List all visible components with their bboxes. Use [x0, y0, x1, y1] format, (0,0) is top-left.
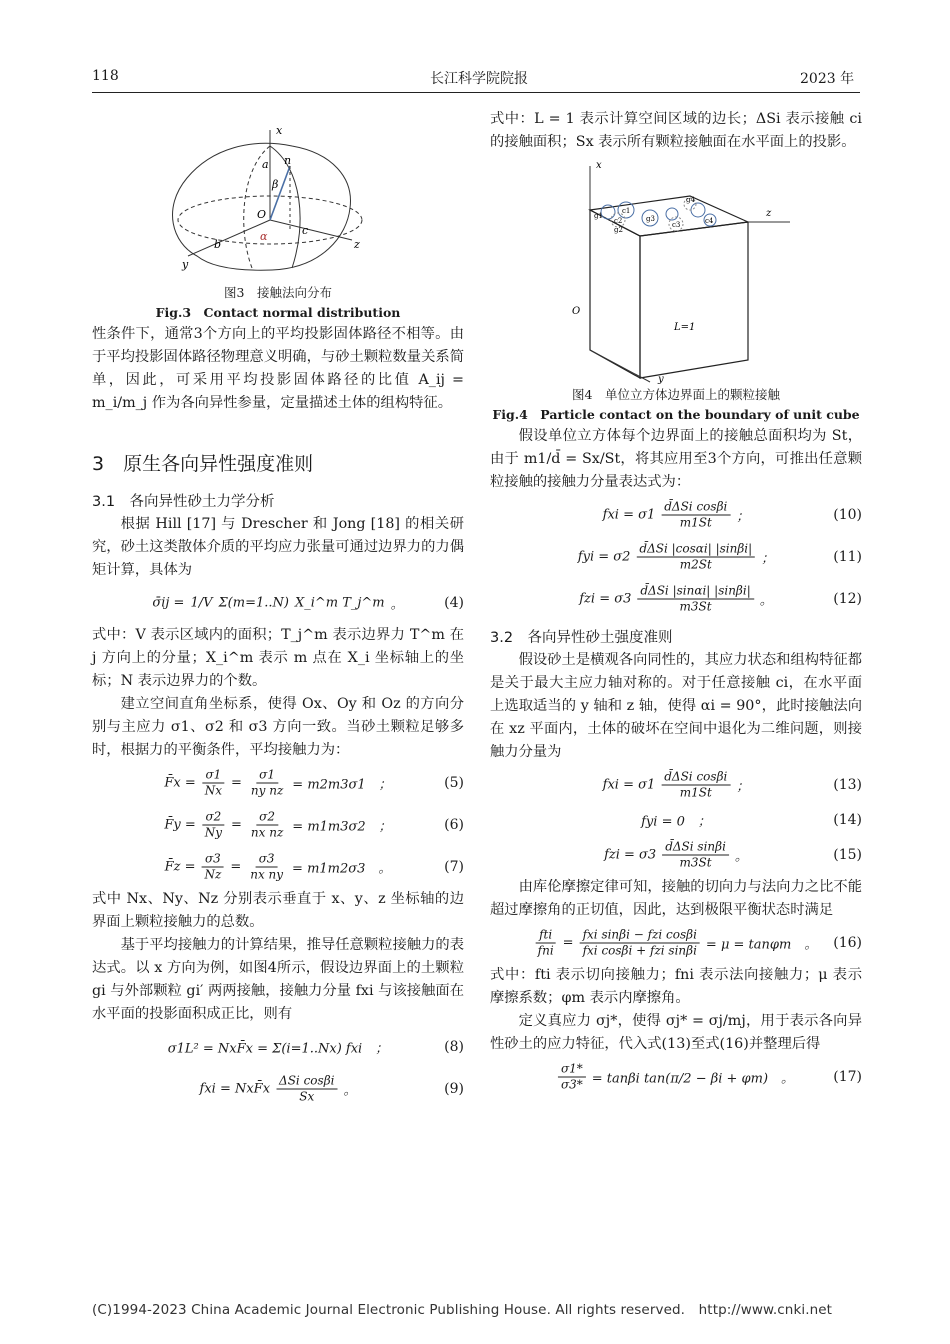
eq4-coef: 1/V: [190, 595, 213, 611]
eq7-lhs: F̄z =: [164, 859, 196, 875]
fig4-g1: g1: [594, 212, 603, 220]
eq6-lhs: F̄y =: [164, 817, 196, 833]
eq17-frac-num: σ1*: [558, 1062, 586, 1078]
eq7-rhs: = m1m2σ3 。: [292, 861, 392, 877]
left-column: [92, 108, 464, 1110]
fig4-c4: c4: [705, 217, 714, 225]
eq15-frac-den: m3St: [679, 855, 712, 870]
eq16-number: (16): [833, 935, 862, 951]
figure-3-caption-en: Fig.3 Contact normal distribution: [155, 305, 401, 320]
figure-3-caption-cn: 图3 接触法向分布: [224, 285, 332, 300]
fig4-origin: O: [572, 306, 581, 317]
eq13-frac-num: d̄ΔSi cosβi: [661, 770, 730, 786]
eq9-number: (9): [444, 1081, 464, 1097]
right-paragraph-4: 由库伦摩擦定律可知，接触的切向力与法向力之比不能超过摩擦角的正切值，因此，达到极限平衡状态时满足: [490, 879, 862, 918]
fig3-label-b: b: [214, 238, 222, 251]
eq12-number: (12): [833, 591, 862, 607]
eq13-frac-den: m1St: [679, 785, 712, 800]
eq10-end: ；: [736, 509, 750, 525]
contact-normal-diagram: [92, 108, 464, 283]
fig3-axis-x: x: [276, 124, 283, 137]
eq12-lhs: fzi = σ3: [579, 591, 632, 607]
header-rule: [92, 92, 860, 93]
fig4-g2: g2: [614, 226, 623, 234]
fig4-c3: c3: [672, 221, 681, 229]
eq4-sum: Σ(m=1..N): [218, 595, 289, 611]
equation-15: [490, 834, 862, 876]
eq4-end: 。: [390, 597, 404, 613]
eq7-f1-den: Nz: [204, 867, 222, 882]
unit-cube-diagram: [490, 160, 862, 385]
journal-title: 长江科学院院报: [430, 71, 528, 87]
eq15-lhs: fzi = σ3: [604, 847, 657, 863]
eq13-end: ；: [736, 779, 750, 795]
eq5-lhs: F̄x =: [164, 775, 196, 791]
equation-6: F̄y = $\frac{\sigma 2}{Ny}$ = $\frac{\sigma 2}{\text{nx nz}}$ = m1m3σ2 ； (6): [164, 809, 464, 840]
equation-16: $\frac{\text{fti}}{\text{fni}}$ = $\frac{\text{fxi sinβi − fzi cosβi}}{\text{fxi cosβi + fzi sinβi}}$ = μ = tanφm 。 (16): [490, 922, 862, 964]
eq5-number: (5): [444, 775, 464, 791]
eq16-f2-den: fxi cosβi + fzi sinβi: [582, 943, 697, 958]
left-paragraph-4: 建立空间直角坐标系，使得 Ox、Oy 和 Oz 的方向分别与主应力 σ1、σ2 和 σ3 方向一致。当砂土颗粒足够多时，根据力的平衡条件，平均接触力为：: [92, 696, 464, 758]
eq15-frac-num: d̄ΔSi sinβi: [662, 840, 729, 856]
left-paragraph-3: 式中：V 表示区域内的面积；T_j^m 表示边界力 T^m 在 j 方向上的分量；X_i^m 表示 m 点在 X_i 坐标轴上的坐标；N 表示边界力的个数。: [92, 627, 464, 689]
right-paragraph-1: 式中：L = 1 表示计算空间区域的边长；ΔSi 表示接触 ci 的接触面积；Sx 表示所有颗粒接触面在水平面上的投影。: [490, 111, 862, 150]
left-paragraph-5: 式中 Nx、Ny、Nz 分别表示垂直于 x、y、z 坐标轴的边界面上颗粒接触力的总数。: [92, 891, 464, 930]
fig4-c1: c1: [622, 207, 631, 215]
page-number: 118: [92, 68, 119, 84]
fig4-c2: c2: [614, 217, 623, 225]
copyright-footer: (C)1994-2023 China Academic Journal Electronic Publishing House. All rights reserved. http://www.cnki.net: [92, 1302, 833, 1318]
eq6-f1-num: σ2: [202, 810, 224, 826]
fig3-label-a: a: [262, 158, 269, 171]
year: 2023 年: [800, 71, 855, 87]
eq12-frac-den: m3St: [679, 599, 712, 614]
fig4-g4: g4: [686, 196, 695, 204]
fig3-label-n: n: [284, 154, 292, 167]
figure-3: [92, 108, 464, 283]
eq15-number: (15): [833, 847, 862, 863]
eq4-number: (4): [444, 595, 464, 611]
eq4-lhs: σ̄ij =: [152, 595, 185, 611]
figure-4-caption-cn: 图4 单位立方体边界面上的颗粒接触: [572, 387, 780, 402]
eq5-f1-den: Nx: [204, 783, 223, 798]
right-paragraph-5: 式中：fti 表示切向接触力；fni 表示法向接触力；μ 表示摩擦系数；φm 表示内摩擦角。: [490, 967, 862, 1006]
eq10-number: (10): [833, 507, 862, 523]
right-column: [490, 108, 862, 1098]
fig4-edge-length: L=1: [674, 322, 696, 333]
eq15-end: 。: [734, 849, 748, 865]
equation-10: [490, 494, 862, 536]
eq9-num-bottom: Sx: [299, 1089, 315, 1104]
eq5-f2-num: σ1: [256, 768, 278, 784]
eq11-end: ；: [761, 551, 775, 567]
eq7-f1-num: σ3: [202, 852, 224, 868]
fig3-label-c: c: [302, 224, 309, 237]
eq12-frac-num: d̄ΔSi |sinαi| |sinβi|: [637, 584, 753, 600]
eq6-f2-den: nx nz: [250, 825, 284, 840]
eq17-number: (17): [833, 1069, 862, 1085]
eq10-lhs: fxi = σ1: [602, 507, 656, 523]
figure-4-caption-en: Fig.4 Particle contact on the boundary of unit cube: [492, 407, 860, 422]
eq16-f1-den: fni: [537, 943, 554, 958]
eq17-rhs: = tanβi tan(π/2 − βi + φm) 。: [591, 1071, 795, 1087]
eq10-frac-num: d̄ΔSi cosβi: [661, 500, 730, 516]
fig4-axis-x: x: [596, 160, 602, 171]
eq5-rhs: = m2m3σ1 ；: [292, 777, 392, 793]
eq14-body: fyi = 0 ；: [641, 814, 711, 830]
subsection-3-2-heading: 3.2 各向异性砂土强度准则: [490, 630, 673, 646]
equation-17: [490, 1056, 862, 1098]
eq6-f1-den: Ny: [204, 825, 223, 840]
fig3-label-alpha: α: [260, 230, 268, 243]
left-paragraph-2: 根据 Hill [17] 与 Drescher 和 Jong [18] 的相关研究，砂土这类散体介质的平均应力张量可通过边界力的力偶矩计算，具体为: [92, 516, 464, 578]
fig4-axis-y: y: [658, 374, 664, 385]
equation-4: [92, 582, 464, 624]
equation-7: F̄z = $\frac{\sigma 3}{Nz}$ = $\frac{\sigma 3}{\text{nx ny}}$ = m1m2σ3 。 (7): [164, 851, 464, 882]
left-paragraph-1: 性条件下，通常3个方向上的平均投影固体路径不相等。由于平均投影固体路径物理意义明确，与砂土颗粒数量关系简单，因此，可采用平均投影固体路径的比值 A_ij = m_i/m_j 作为各向异性参量，定量描述土体的组构特征。: [92, 326, 464, 411]
equation-11: [490, 536, 862, 578]
eq4-term: X_i^m T_j^m: [294, 595, 385, 611]
eq5-f1-num: σ1: [202, 768, 224, 784]
eq6-rhs: = m1m3σ2 ；: [292, 819, 392, 835]
equation-12: [490, 578, 862, 620]
fig3-label-beta: β: [272, 178, 279, 191]
eq9-end: 。: [343, 1083, 357, 1099]
fig3-label-o: O: [257, 208, 267, 221]
eq9-num-top: ΔSi cosβi: [276, 1074, 337, 1090]
fig3-axis-y: y: [182, 258, 189, 271]
fig3-axis-z: z: [354, 238, 360, 251]
eq5-f2-den: ny nz: [250, 783, 284, 798]
eq13-lhs: fxi = σ1: [602, 777, 656, 793]
section-3-heading: 3 原生各向异性强度准则: [92, 453, 314, 475]
eq7-number: (7): [444, 859, 464, 875]
equation-8: [92, 1026, 464, 1068]
eq8-number: (8): [444, 1039, 464, 1055]
right-paragraph-2: 假设单位立方体每个边界面上的接触总面积均为 St，由于 m1/d̄ = Sx/St，将其应用至3个方向，可推出任意颗粒接触的接触力分量表达式为：: [490, 428, 862, 490]
figure-4: [490, 160, 862, 385]
eq11-lhs: fyi = σ2: [577, 549, 631, 565]
eq6-number: (6): [444, 817, 464, 833]
eq16-f2-num: fxi sinβi − fzi cosβi: [580, 928, 700, 944]
equation-14: [490, 806, 862, 834]
eq9-lhs: fxi = NxF̄x: [199, 1081, 271, 1097]
equation-5: F̄x = $\frac{\sigma 1}{Nx}$ = $\frac{\sigma 1}{\text{ny nz}}$ = m2m3σ1 ； (5): [164, 767, 464, 798]
equation-13: [490, 764, 862, 806]
fig4-axis-z: z: [766, 208, 772, 219]
eq7-f2-num: σ3: [256, 852, 278, 868]
eq8-body: σ1L² = NxF̄x = Σ(i=1..Nx) fxi ；: [167, 1041, 389, 1057]
subsection-3-1-heading: 3.1 各向异性砂土力学分析: [92, 494, 275, 510]
eq11-frac-num: d̄ΔSi |cosαi| |sinβi|: [636, 542, 755, 558]
equation-9: [92, 1068, 464, 1110]
eq13-number: (13): [833, 777, 862, 793]
eq10-frac-den: m1St: [679, 515, 712, 530]
eq14-number: (14): [833, 812, 862, 828]
eq11-number: (11): [833, 549, 862, 565]
left-paragraph-6: 基于平均接触力的计算结果，推导任意颗粒接触力的表达式。以 x 方向为例，如图4所示，假设边界面上的土颗粒 gi 与外部颗粒 gi′ 两两接触，接触力分量 fxi 与该接触面在水平面的投影面积成正比，则有: [92, 937, 464, 1022]
fig4-g3: g3: [646, 215, 655, 223]
eq17-frac-den: σ3*: [560, 1077, 583, 1092]
eq12-end: 。: [759, 593, 773, 609]
eq16-rhs: = μ = tanφm 。: [705, 937, 818, 953]
right-paragraph-6: 定义真应力 σj*，使得 σj* = σj/mj，用于表示各向异性砂土的应力特征，代入式(13)至式(16)并整理后得: [490, 1013, 862, 1052]
eq11-frac-den: m2St: [679, 557, 712, 572]
right-paragraph-3: 假设砂土是横观各向同性的，其应力状态和组构特征都是关于最大主应力轴对称的。对于任意接触 ci，在水平面上选取适当的 y 轴和 z 轴，使得 αi = 90°，此时接触法向在 xz 平面内，土体的破坏在空间中退化为二维问题，则接触力分量为: [490, 652, 862, 760]
eq7-f2-den: nx ny: [250, 867, 284, 882]
eq6-f2-num: σ2: [256, 810, 278, 826]
eq16-f1-num: fti: [536, 928, 555, 944]
